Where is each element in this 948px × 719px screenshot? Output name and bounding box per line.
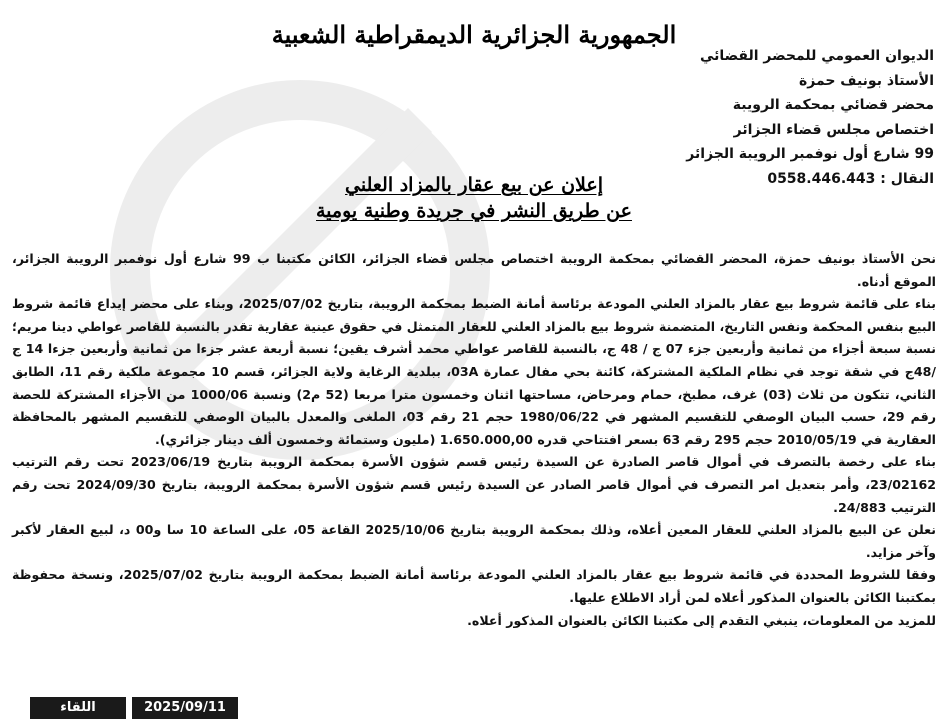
address-line: 99 شارع أول نوفمبر الرويبة الجزائر — [686, 146, 934, 162]
newspaper-name: اللقاء — [30, 697, 126, 719]
phone-number: 0558.446.443 — [767, 170, 876, 187]
announcement-title: إعلان عن بيع عقار بالمزاد العلني — [345, 174, 603, 196]
republic-title: الجمهورية الجزائرية الديمقراطية الشعبية — [271, 20, 677, 49]
announcement-title-block — [0, 172, 948, 224]
phone-label: النقال : — [880, 170, 934, 187]
publication-date: 2025/09/11 — [132, 697, 238, 719]
paragraph-sale-date: نعلن عن البيع بالمزاد العلني للعقار المعين أعلاه، وذلك بمحكمة الرويبة بتاريخ 2025/10/06 القاعة 05، على الساعة 10 سا و00 د، لبيع العقار لأكبر وآخر مزايد. — [12, 522, 936, 560]
jurisdiction-line: اختصاص مجلس قضاء الجزائر — [733, 121, 934, 138]
bailiff-header — [374, 44, 934, 191]
paragraph-more-info: للمزيد من المعلومات، ينبغي التقدم إلى مكتبنا الكائن بالعنوان المذكور أعلاه. — [467, 612, 936, 628]
paragraph-intro: نحن الأستاذ بونيف حمزة، المحضر القضائي بمحكمة الرويبة اختصاص مجلس قضاء الجزائر، الكائن مكتبنا ب 99 شارع أول نوفمبر الرويبة الجزائر، الموقع أدناه. — [12, 251, 936, 289]
paragraph-terms: وفقا للشروط المحددة في قائمة شروط بيع عقار بالمزاد العلني المودعة برئاسة أمانة الضبط بمحكمة الرويبة بتاريخ 2025/07/02، ونسخة محفوظة بمكتبنا الكائن بالعنوان المذكور أعلاه لمن أراد الاطلاع عليها. — [12, 567, 936, 605]
paragraph-conditions: بناء على قائمة شروط بيع عقار بالمزاد العلني المودعة برئاسة أمانة الضبط بمحكمة الرويبة، بتاريخ 2025/07/02، وبناء على محضر إيداع قائمة شروط البيع بنفس المحكمة ونفس التاريخ، المتضمنة شروط بيع بالمزاد العلني للعقار المتمثل في حقوق عينية عقارية تقدر بالنسبة للقاصر عواطي دينا مريم؛ نسبة سبعة أجزاء من ثمانية وأربعين جزء 07 ج / 48 ج، بالنسبة للقاصر عواطي محمد أشرف يقين؛ نسبة أربعة عشر جزءا من ثمانية وأربعين جزءا 14 ج /48ج في شقة توجد في نظام الملكية المشتركة، كائنة بحي مفال عمارة 03A، ببلدية الرغاية ولاية الجزائر، قسم 10 مجموعة ملكية رقم 11، الطابق الثاني، تتكون من ثلاث (03) غرف، مطبخ، حمام ومرحاض، مساحتها اثنان وخمسون مترا مربعا (52 م2) ونسبة 1000/06 من الأجزاء المشتركة للحصة رقم 29، حسب البيان الوصفي للتقسيم المشهر في 1980/06/22 حجم 21 رقم 03، الملغى والمعدل بالبيان الوصفي للتقسيم المشهر بالمحافظة العقارية في 2010/05/19 حجم 295 رقم 63 بسعر افتتاحي قدره 1.650.000,00 (مليون وستمائة وخمسون ألف دينار جزائري). — [12, 296, 936, 447]
bailiff-name: الأستاذ بونيف حمزة — [798, 72, 934, 89]
paragraph-authorization: بناء على رخصة بالتصرف في أموال قاصر الصادرة عن السيدة رئيس قسم شؤون الأسرة بمحكمة الرويبة بتاريخ 2023/06/19 تحت رقم الترتيب 23/02162، وأمر بتعديل امر التصرف في أموال قاصر الصادر عن السيدة رئيس قسم شؤون الأسرة بمحكمة الرويبة، بتاريخ 2024/09/30 تحت رقم الترتيب 24/883. — [12, 454, 937, 515]
footer-tags — [30, 697, 238, 719]
notice-body — [12, 248, 936, 632]
office-line: الديوان العمومي للمحضر القضائي — [699, 48, 934, 64]
announcement-subtitle: عن طريق النشر في جريدة وطنية يومية — [316, 200, 632, 222]
court-line: محضر قضائي بمحكمة الرويبة — [732, 97, 934, 113]
